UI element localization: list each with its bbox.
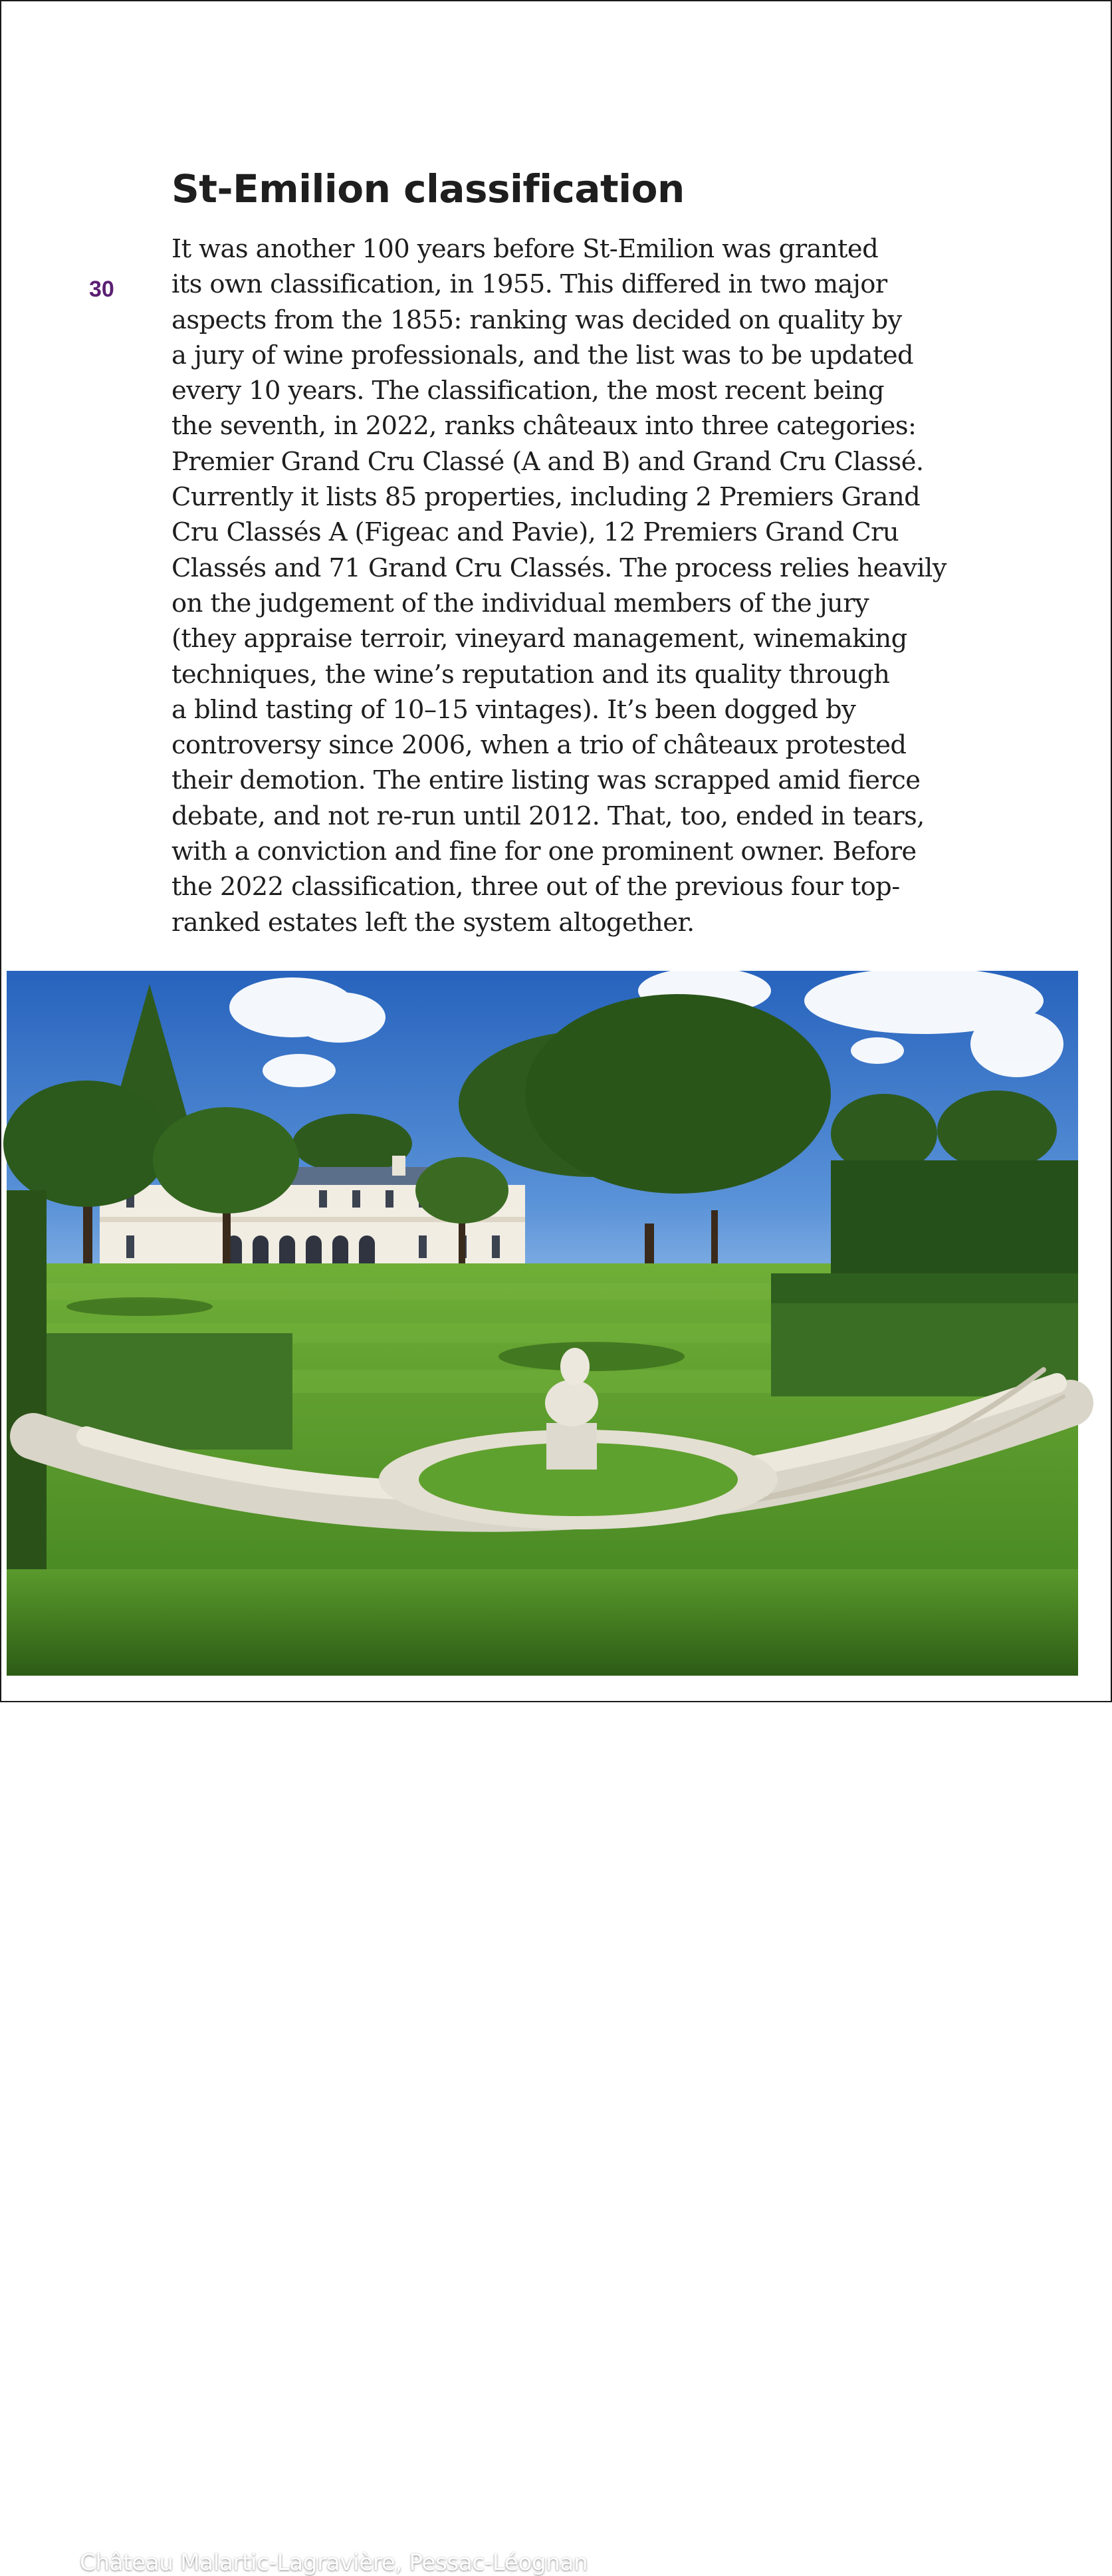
- body-line: aspects from the 1855: ranking was decided on quality by: [171, 305, 902, 335]
- body-line: its own classification, in 1955. This differed in two major: [171, 269, 887, 300]
- body-line: the seventh, in 2022, ranks châteaux into three categories:: [171, 411, 917, 442]
- body-line: controversy since 2006, when a trio of châteaux protested: [171, 730, 907, 761]
- body-line: techniques, the wine’s reputation and its quality through: [171, 659, 890, 690]
- body-line: on the judgement of the individual members of the jury: [171, 588, 869, 618]
- body-line: debate, and not re-run until 2012. That, too, ended in tears,: [171, 801, 925, 831]
- body-line: every 10 years. The classification, the most recent being: [171, 376, 884, 406]
- chateau-photo: [7, 971, 1078, 2576]
- photo-caption: Château Malartic-Lagravière, Pessac-Léognan: [80, 2549, 588, 2576]
- body-line: ranked estates left the system altogether.: [171, 907, 695, 938]
- body-line: (they appraise terroir, vineyard management, winemaking: [171, 624, 907, 654]
- photo-illustration: [7, 971, 1078, 1676]
- body-line: Cru Classés A (Figeac and Pavie), 12 Premiers Grand Cru: [171, 517, 899, 548]
- body-line: Classés and 71 Grand Cru Classés. The process relies heavily: [171, 553, 946, 583]
- body-line: their demotion. The entire listing was scrapped amid fierce: [171, 765, 921, 796]
- section-heading: St-Emilion classification: [171, 166, 685, 211]
- body-line: It was another 100 years before St-Emilion was granted: [171, 234, 879, 264]
- body-paragraph: [171, 231, 969, 940]
- body-line: the 2022 classification, three out of the previous four top-: [171, 872, 900, 902]
- body-line: Currently it lists 85 properties, including 2 Premiers Grand: [171, 482, 921, 513]
- body-line: a blind tasting of 10–15 vintages). It’s been dogged by: [171, 694, 856, 725]
- body-line: Premier Grand Cru Classé (A and B) and Grand Cru Classé.: [171, 446, 924, 477]
- body-line: with a conviction and fine for one prominent owner. Before: [171, 837, 917, 867]
- foreground-lawn: [7, 1569, 1078, 1676]
- body-line: a jury of wine professionals, and the list was to be updated: [171, 340, 914, 370]
- page-number: 30: [89, 277, 114, 302]
